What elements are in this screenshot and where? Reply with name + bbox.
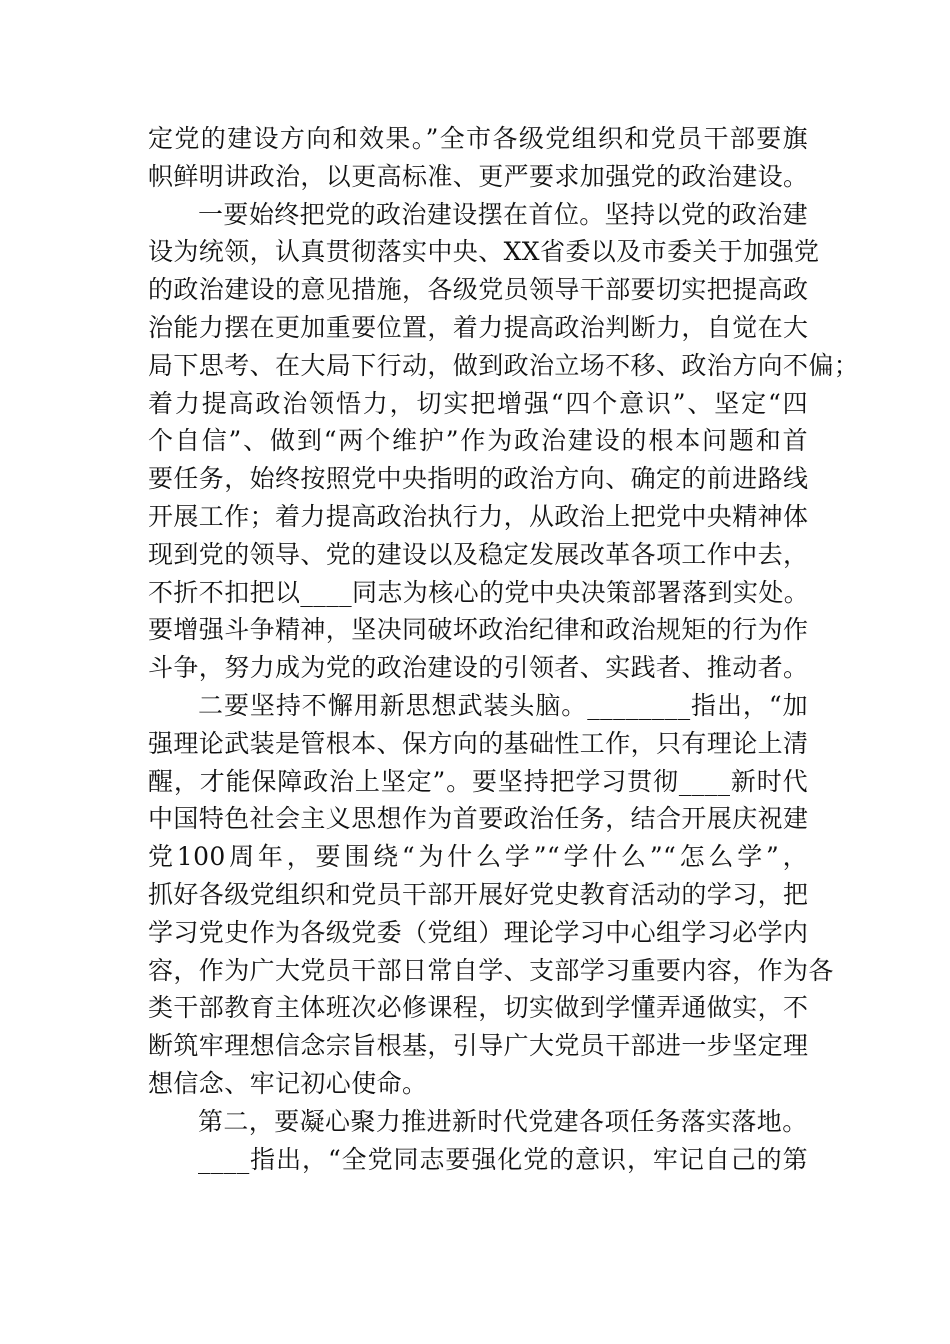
text-line: 的政治建设的意见措施，各级党员领导干部要切实把提高政 (148, 275, 809, 305)
paragraph-start-line: ____指出，“全党同志要强化党的意识，牢记自己的第 (198, 1144, 808, 1174)
text-line: 帜鲜明讲政治，以更高标准、更严要求加强党的政治建设。 (148, 161, 809, 191)
text-line: 设为统领，认真贯彻落实中央、XX省委以及市委关于加强党 (148, 237, 820, 267)
text-line: 容，作为广大党员干部日常自学、支部学习重要内容，作为各 (148, 955, 834, 985)
text-line: 着力提高政治领悟力，切实把增强“四个意识”、坚定“四 (148, 388, 808, 418)
text-line: 抓好各级党组织和党员干部开展好党史教育活动的学习，把 (148, 879, 809, 909)
text-line: 局下思考、在大局下行动，做到政治立场不移、政治方向不偏； (148, 350, 860, 380)
text-line: 现到党的领导、党的建设以及稳定发展改革各项工作中去， (148, 539, 809, 569)
text-line: 定党的建设方向和效果。”全市各级党组织和党员干部要旗 (148, 124, 808, 153)
text-line: 党100周年，要围绕“为什么学”“学什么”“怎么学”， (148, 842, 808, 872)
text-line: 学习党史作为各级党委（党组）理论学习中心组学习必学内 (148, 917, 809, 947)
text-line: 治能力摆在更加重要位置，着力提高政治判断力，自觉在大 (148, 312, 809, 342)
text-line: 个自信”、做到“两个维护”作为政治建设的根本问题和首 (148, 426, 808, 456)
text-line: 要增强斗争精神，坚决同破坏政治纪律和政治规矩的行为作 (148, 615, 809, 645)
text-line: 要任务，始终按照党中央指明的政治方向、确定的前进路线 (148, 464, 809, 494)
text-line: 断筑牢理想信念宗旨根基，引导广大党员干部进一步坚定理 (148, 1031, 809, 1061)
text-line: 类干部教育主体班次必修课程，切实做到学懂弄通做实，不 (148, 993, 809, 1023)
text-line: 不折不扣把以____同志为核心的党中央决策部署落到实处。 (148, 577, 810, 607)
text-line: 开展工作；着力提高政治执行力，从政治上把党中央精神体 (148, 501, 809, 531)
text-line: 醒，才能保障政治上坚定”。要坚持把学习贯彻____新时代 (148, 766, 808, 796)
text-line: 想信念、牢记初心使命。 (148, 1068, 428, 1098)
text-line: 强理论武装是管根本、保方向的基础性工作，只有理论上清 (148, 728, 809, 758)
text-line: 斗争，努力成为党的政治建设的引领者、实践者、推动者。 (148, 653, 809, 683)
paragraph-start-line: 一要始终把党的政治建设摆在首位。坚持以党的政治建 (198, 199, 808, 229)
body-text (148, 120, 860, 1178)
text-line: 中国特色社会主义思想作为首要政治任务，结合开展庆祝建 (148, 804, 809, 834)
paragraph-start-line: 二要坚持不懈用新思想武装头脑。________指出，“加 (198, 690, 808, 720)
paragraph-start-line: 第二，要凝心聚力推进新时代党建各项任务落实落地。 (198, 1106, 808, 1136)
